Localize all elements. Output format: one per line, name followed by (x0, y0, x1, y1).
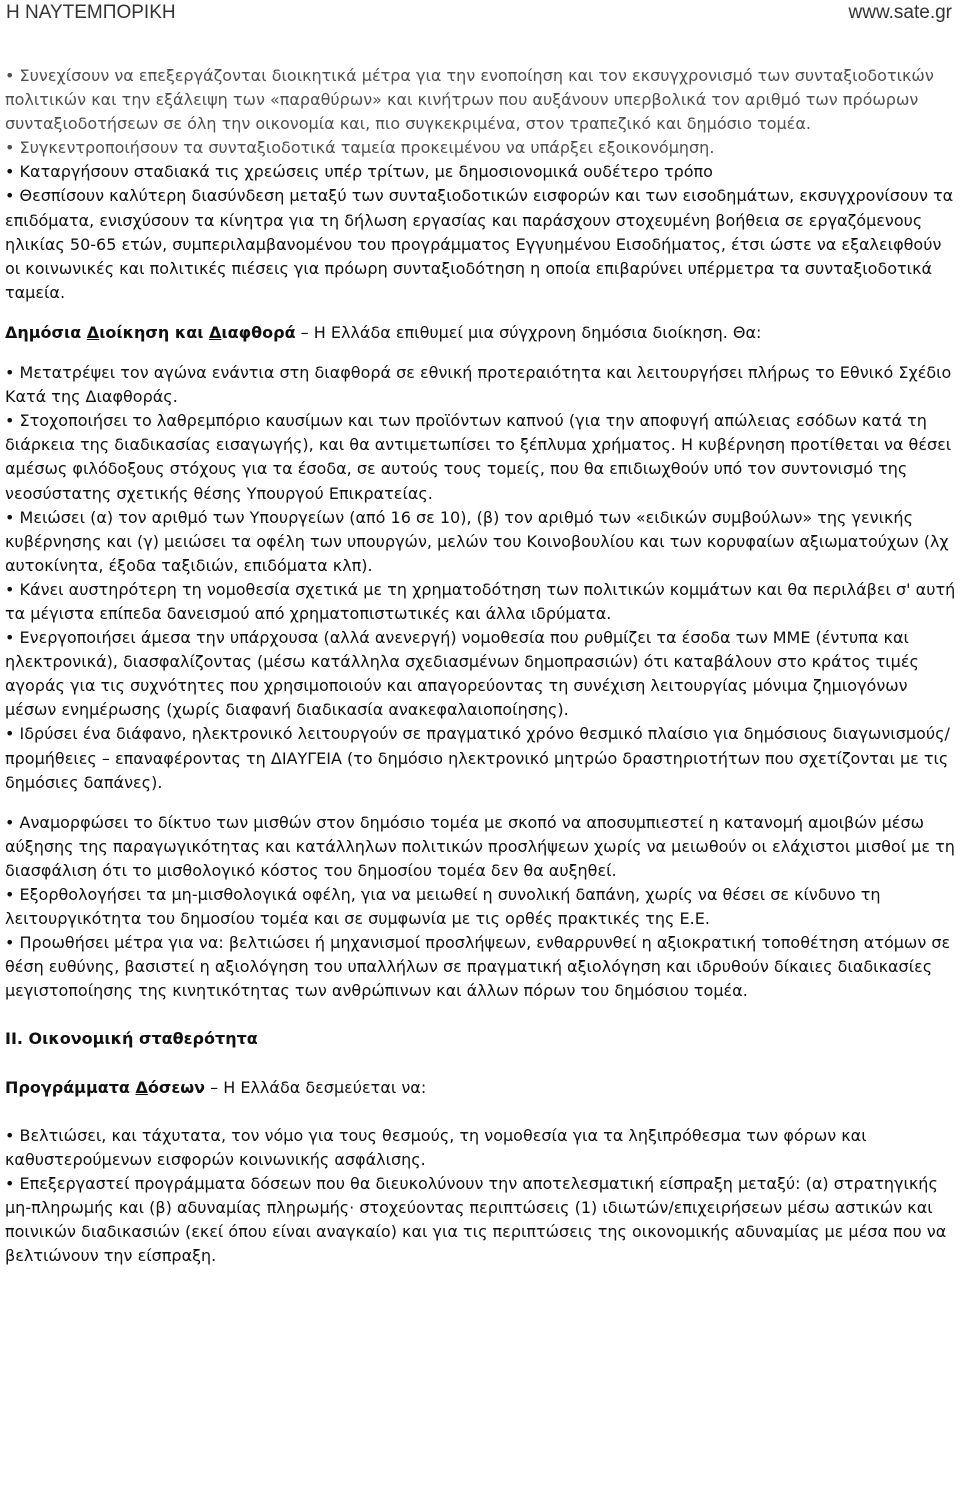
bullet-paragraph: • Καταργήσουν σταδιακά τις χρεώσεις υπέρ τρίτων, με δημοσιονομικά ουδέτερο τρόπο (5, 162, 713, 182)
section-heading-economic-stability: ΙΙ. Οικονομική σταθερότητα (5, 1029, 258, 1049)
bullet-paragraph: • Συγκεντροποιήσουν τα συνταξιοδοτικά ταμεία προκειμένου να υπάρξει εξοικονόμηση. (5, 138, 715, 158)
bullet-paragraph: • Εξορθολογήσει τα μη-μισθολογικά οφέλη, για να μειωθεί η συνολική δαπάνη, χωρίς να θέσει σε κίνδυνο τη λειτουργικότητα του δημοσίου τομέα και σε συμφωνία με τις ορθές πρακτικές της Ε.Ε. (5, 885, 881, 929)
bullet-paragraph: • Μειώσει (α) τον αριθμό των Υπουργείων (από 16 σε 10), (β) τον αριθμό των «ειδικών συμβούλων» της γενικής κυβέρνησης και (γ) μειώσει τα οφέλη των υπουργών, μελών του Κοινοβουλίου και των κορυφαίων αξιωματούχων (λχ αυτοκίνητα, έξοδα ταξιδιών, επιδόματα κλπ). (5, 507, 949, 575)
bullet-paragraph: • Ενεργοποιήσει άμεσα την υπάρχουσα (αλλά ανενεργή) νομοθεσία που ρυθμίζει τα έσοδα των ΜΜΕ (έντυπα και ηλεκτρονικά), διασφαλίζοντας (μέσω κατάλληλα σχεδιασμένων δημοπρασιών) ότι καταβάλουν στο κράτος τιμές αγοράς για τις συχνότητες που χρησιμοποιούν και απαγορεύοντας τη συνέχιση λειτουργίας μόνιμα ζημιογόνων μέσων ενημέρωσης (χωρίς διαφανή διαδικασία ανακεφαλαιοποίησης). (5, 628, 919, 720)
section-heading-admin: Δημόσια Διοίκηση και Διαφθορά – Η Ελλάδα επιθυμεί μια σύγχρονη δημόσια διοίκηση. Θα: (5, 322, 762, 342)
bullet-paragraph: • Συνεχίσουν να επεξεργάζονται διοικητικά μέτρα για την ενοποίηση και τον εκσυγχρονισμό των συνταξιοδοτικών πολιτικών και την εξάλειψη των «παραθύρων» και κινήτρων που αυξάνουν υπερβολικά τον αριθμό των πρόωρων συνταξιοδοτήσεων σε όλη την οικονομία και, πιο συγκεκριμένα, στον τραπεζικό και δημόσιο τομέα. (5, 66, 934, 134)
website-url: www.sate.gr (848, 2, 952, 23)
bullet-paragraph: • Κάνει αυστηρότερη τη νομοθεσία σχετικά με τη χρηματοδότηση των πολιτικών κομμάτων και θα περιλάβει σ' αυτή τα μέγιστα επίπεδα δανεισμού από χρηματοπιστωτικές και άλλα ιδρύματα. (5, 579, 956, 623)
bullet-paragraph: • Βελτιώσει, και τάχυτατα, τον νόμο για τους θεσμούς, τη νομοθεσία για τα ληξιπρόθεσμα των φόρων και καθυστερούμενων εισφορών κοινωνικής ασφάλισης. (5, 1125, 867, 1169)
bullet-paragraph: • Θεσπίσουν καλύτερη διασύνδεση μεταξύ των συνταξιοδοτικών εισφορών και των εισοδημάτων, εκσυγχρονίσουν τα επιδόματα, ενισχύσουν τα κίνητρα για τη δήλωση εργασίας και παράσχουν στοχευμένη βοήθεια σε εργαζόμενους ηλικίας 50-65 ετών, συμπεριλαμβανομένου του προγράμματος Εγγυημένου Εισοδήματος, έτσι ώστε να εξαλειφθούν οι κοινωνικές και πολιτικές πιέσεις για πρόωρη συνταξιοδότηση η οποία επιβαρύνει υπέρμετρα τα συνταξιοδοτικά ταμεία. (5, 186, 954, 302)
bullet-paragraph: • Στοχοποιήσει το λαθρεμπόριο καυσίμων και των προϊόντων καπνού (για την αποφυγή απώλειας εσόδων κατά τη διάρκεια της διαδικασίας εισαγωγής), και θα αντιμετωπίσει το ξέπλυμα χρήματος. Η κυβέρνηση προτίθεται να θέσει αμέσως φιλόδοξους στόχους για τα έσοδα, σε αυτούς τους τομείς, που θα επιδιωχθούν υπό τον συντονισμό της νεοσύστατης σχετικής θέσης Υπουργού Επικρατείας. (5, 411, 952, 503)
publication-name: Η ΝΑΥΤΕΜΠΟΡΙΚΗ (6, 2, 176, 23)
document-body (5, 64, 957, 1268)
page-header (0, 0, 960, 28)
bullet-paragraph: • Επεξεργαστεί προγράμματα δόσεων που θα διευκολύνουν την αποτελεσματική είσπραξη μεταξύ: (α) στρατηγικής μη-πληρωμής και (β) αδυναμίας πληρωμής· στοχεύοντας περιπτώσεις (1) ιδιωτών/επιχειρήσεων μέσω αστικών και ποινικών διαδικασιών (εκεί όπου είναι αναγκαίο) και για τις περιπτώσεις της οικονομικής αδυναμίας με μέσα που να βελτιώνουν την είσπραξη. (5, 1173, 947, 1266)
bullet-paragraph: • Αναμορφώσει το δίκτυο των μισθών στον δημόσιο τομέα με σκοπό να αποσυμπιεστεί η κατανομή αμοιβών μέσω αύξησης της παραγωγικότητας και κατάλληλων πολιτικών προσλήψεων χωρίς να μειωθούν οι ελάχιστοι μισθοί με τη διασφάλιση ότι το μισθολογικό κόστος του δημοσίου τομέα δεν θα αυξηθεί. (5, 812, 955, 880)
bullet-paragraph: • Ιδρύσει ένα διάφανο, ηλεκτρονικό λειτουργούν σε πραγματικό χρόνο θεσμικό πλαίσιο για δημόσιους διαγωνισμούς/προμήθειες – επαναφέροντας τη ΔΙΑΥΓΕΙΑ (το δημόσιο ηλεκτρονικό μητρώο δραστηριοτήτων που σχετίζονται με τις δημόσιες δαπάνες). (5, 724, 950, 792)
bullet-paragraph: • Προωθήσει μέτρα για να: βελτιώσει ή μηχανισμοί προσλήψεων, ενθαρρυνθεί η αξιοκρατική τοποθέτηση ατόμων σε θέση ευθύνης, βασιστεί η αξιολόγηση του υπαλλήλων σε πραγματική αξιολόγηση και ιδρυθούν δίκαιες διαδικασίες μεγιστοποίησης της κινητικότητας των ανθρώπινων και άλλων πόρων του δημόσιου τομέα. (5, 933, 951, 1001)
bullet-paragraph: • Μετατρέψει τον αγώνα ενάντια στη διαφθορά σε εθνική προτεραιότητα και λειτουργήσει πλήρως το Εθνικό Σχέδιο Κατά της Διαφθοράς. (5, 363, 952, 407)
section-heading-installments: Προγράμματα Δόσεων – Η Ελλάδα δεσμεύεται να: (5, 1077, 427, 1097)
